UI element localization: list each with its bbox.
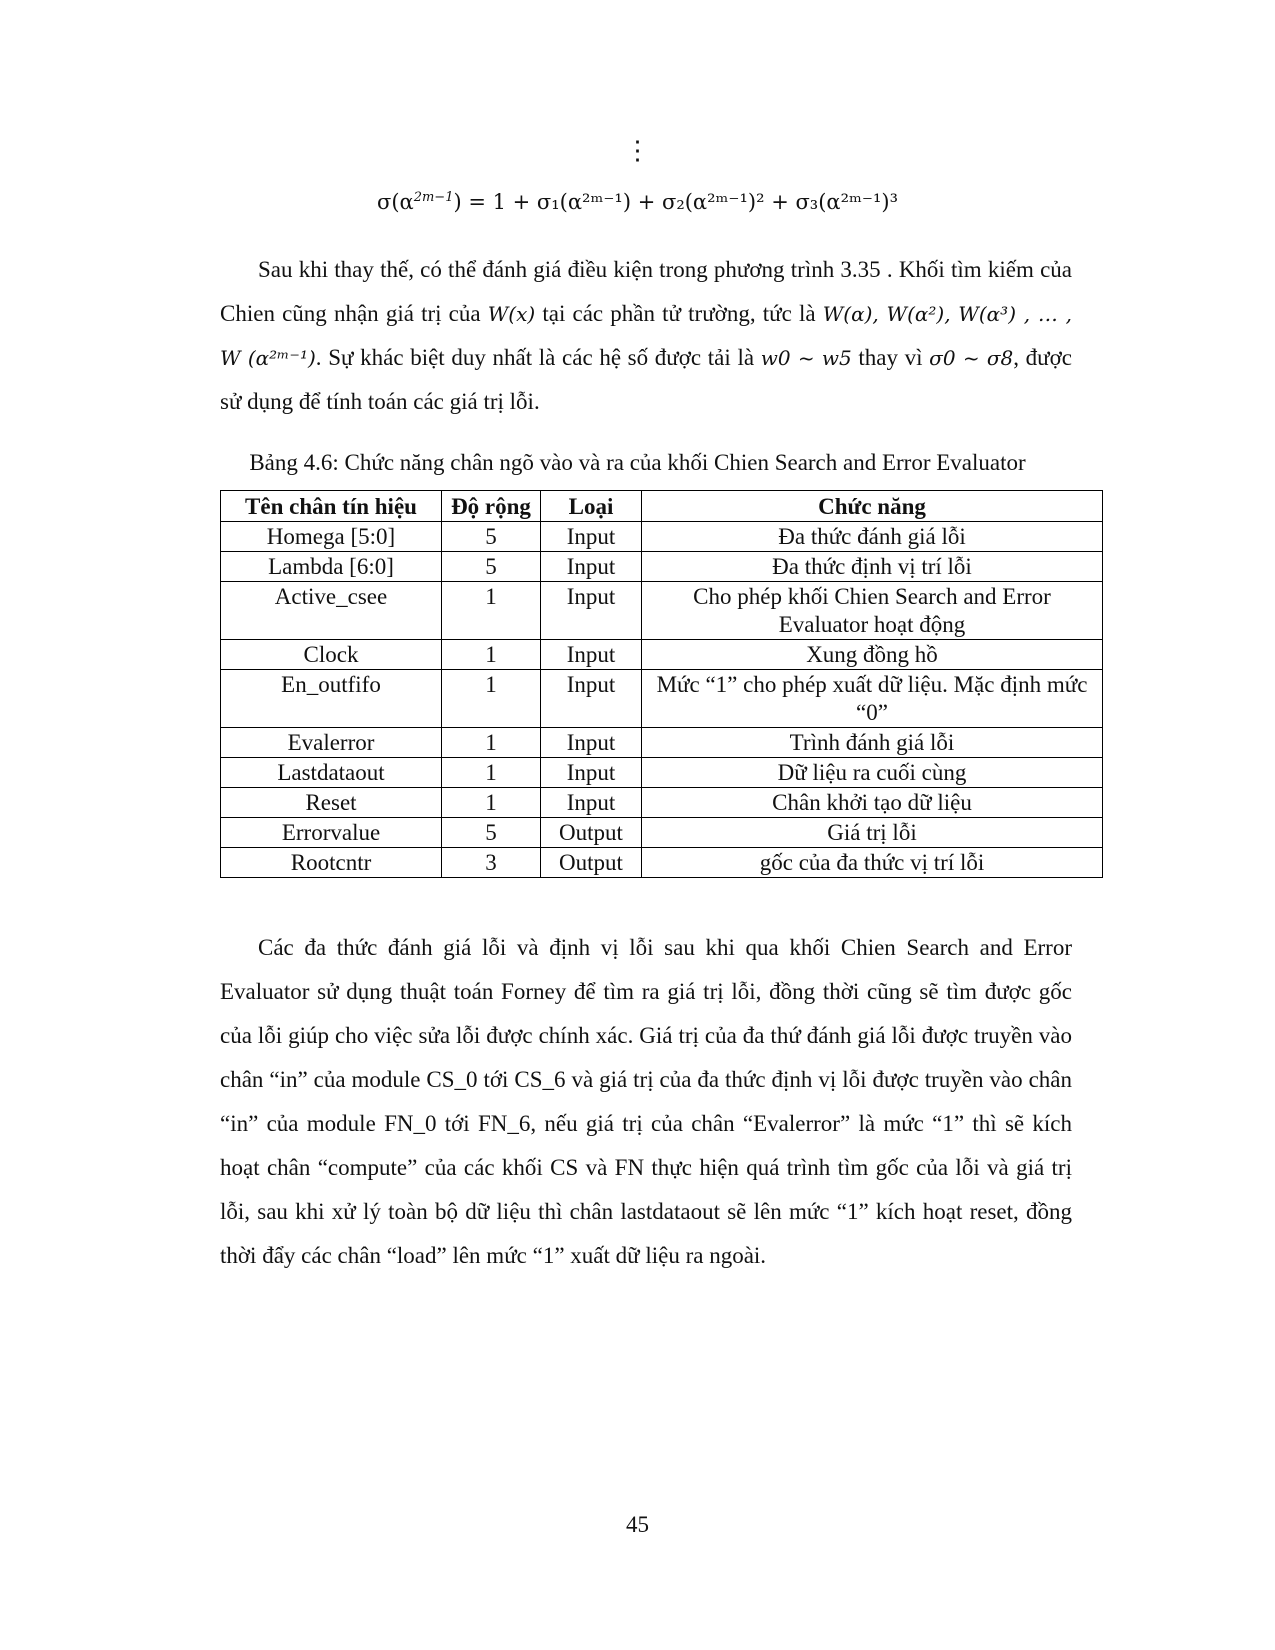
- cell-type: Output: [541, 848, 642, 878]
- header-signal-name: Tên chân tín hiệu: [221, 491, 442, 522]
- cell-width: 5: [442, 522, 541, 552]
- cell-type: Input: [541, 552, 642, 582]
- equation-rhs: ) = 1 + σ₁(α²ᵐ⁻¹) + σ₂(α²ᵐ⁻¹)² + σ₃(α²ᵐ⁻¹)³: [453, 190, 899, 214]
- cell-signal: Lambda [6:0]: [221, 552, 442, 582]
- table-row: [221, 640, 1103, 670]
- header-type: Loại: [541, 491, 642, 522]
- cell-function: Giá trị lỗi: [642, 818, 1103, 848]
- cell-width: 3: [442, 848, 541, 878]
- cell-type: Output: [541, 818, 642, 848]
- cell-width: 1: [442, 728, 541, 758]
- cell-signal: Errorvalue: [221, 818, 442, 848]
- equation-sigma: [0, 190, 1275, 214]
- paragraph-1-text-e: , được sử dụng để tính toán các giá trị lỗi.: [220, 345, 1072, 414]
- math-w0-w5: w0 ~ w5: [760, 346, 852, 370]
- cell-signal: Lastdataout: [221, 758, 442, 788]
- table-row: [221, 552, 1103, 582]
- cell-type: Input: [541, 640, 642, 670]
- cell-width: 1: [442, 758, 541, 788]
- cell-function: Xung đồng hồ: [642, 640, 1103, 670]
- cell-signal: En_outfifo: [221, 670, 442, 728]
- cell-type: Input: [541, 522, 642, 552]
- cell-width: 1: [442, 640, 541, 670]
- math-wx: W(x): [487, 302, 536, 326]
- cell-function: Mức “1” cho phép xuất dữ liệu. Mặc định mức “0”: [642, 670, 1103, 728]
- table-header-row: [221, 491, 1103, 522]
- cell-type: Input: [541, 582, 642, 640]
- paragraph-1-text-b: tại các phần tử trường, tức là: [535, 301, 823, 326]
- equation-lhs: σ(α: [376, 190, 414, 214]
- page-number: 45: [626, 1512, 649, 1537]
- paragraph-1-text-c: . Sự khác biệt duy nhất là các hệ số được tải là: [315, 345, 761, 370]
- cell-signal: Homega [5:0]: [221, 522, 442, 552]
- paragraph-2-text: Các đa thức đánh giá lỗi và định vị lỗi sau khi qua khối Chien Search and Error Evaluator sử dụng thuật toán Forney để tìm ra giá trị lỗi, đồng thời cũng sẽ tìm được gốc của lỗi giúp cho việc sửa lỗi được chính xác. Giá trị của đa thứ đánh giá lỗi được truyền vào chân “in” của module CS_0 tới CS_6 và giá trị của đa thức định vị lỗi được truyền vào chân “in” của module FN_0 tới FN_6, nếu giá trị của chân “Evalerror” là mức “1” thì sẽ kích hoạt chân “compute” của các khối CS và FN thực hiện quá trình tìm gốc của lỗi và giá trị lỗi, sau khi xử lý toàn bộ dữ liệu thì chân lastdataout sẽ lên mức “1” kích hoạt reset, đồng thời đẩy các chân “load” lên mức “1” xuất dữ liệu ra ngoài.: [220, 935, 1072, 1268]
- math-sigma0-sigma8: σ0 ~ σ8: [929, 346, 1014, 370]
- table-row: [221, 788, 1103, 818]
- cell-signal: Clock: [221, 640, 442, 670]
- cell-type: Input: [541, 788, 642, 818]
- cell-type: Input: [541, 728, 642, 758]
- cell-type: Input: [541, 670, 642, 728]
- cell-signal: Rootcntr: [221, 848, 442, 878]
- cell-function: Đa thức định vị trí lỗi: [642, 552, 1103, 582]
- table-row: [221, 728, 1103, 758]
- cell-type: Input: [541, 758, 642, 788]
- paragraph-1-text-a: Sau khi thay thế, có thể đánh giá điều kiện trong phương trình 3.35 . Khối tìm kiếm của Chien cũng nhận giá trị của: [220, 257, 1072, 326]
- pin-function-table: [220, 490, 1103, 878]
- table-row: [221, 758, 1103, 788]
- vertical-ellipsis: ⋮: [624, 136, 651, 165]
- cell-width: 5: [442, 818, 541, 848]
- cell-signal: Evalerror: [221, 728, 442, 758]
- header-function: Chức năng: [642, 491, 1103, 522]
- cell-function: gốc của đa thức vị trí lỗi: [642, 848, 1103, 878]
- paragraph-1-text-d: thay vì: [851, 345, 930, 370]
- cell-function: Cho phép khối Chien Search and Error Evaluator hoạt động: [642, 582, 1103, 640]
- cell-width: 1: [442, 582, 541, 640]
- table-row: [221, 582, 1103, 640]
- cell-function: Chân khởi tạo dữ liệu: [642, 788, 1103, 818]
- cell-function: Đa thức đánh giá lỗi: [642, 522, 1103, 552]
- table-row: [221, 670, 1103, 728]
- paragraph-2: [220, 926, 1072, 1278]
- table-caption: Bảng 4.6: Chức năng chân ngõ vào và ra của khối Chien Search and Error Evaluator: [249, 450, 1026, 475]
- math-w-alpha-list: W(α), W(α²), W(α³) , … , W (α²ᵐ⁻¹): [220, 302, 1072, 370]
- equation-exponent: 2m−1: [413, 190, 454, 205]
- table-row: [221, 522, 1103, 552]
- cell-width: 1: [442, 788, 541, 818]
- cell-function: Dữ liệu ra cuối cùng: [642, 758, 1103, 788]
- cell-signal: Reset: [221, 788, 442, 818]
- table-row: [221, 848, 1103, 878]
- cell-signal: Active_csee: [221, 582, 442, 640]
- header-width: Độ rộng: [442, 491, 541, 522]
- cell-width: 1: [442, 670, 541, 728]
- table-row: [221, 818, 1103, 848]
- paragraph-1: [220, 248, 1072, 424]
- cell-width: 5: [442, 552, 541, 582]
- cell-function: Trình đánh giá lỗi: [642, 728, 1103, 758]
